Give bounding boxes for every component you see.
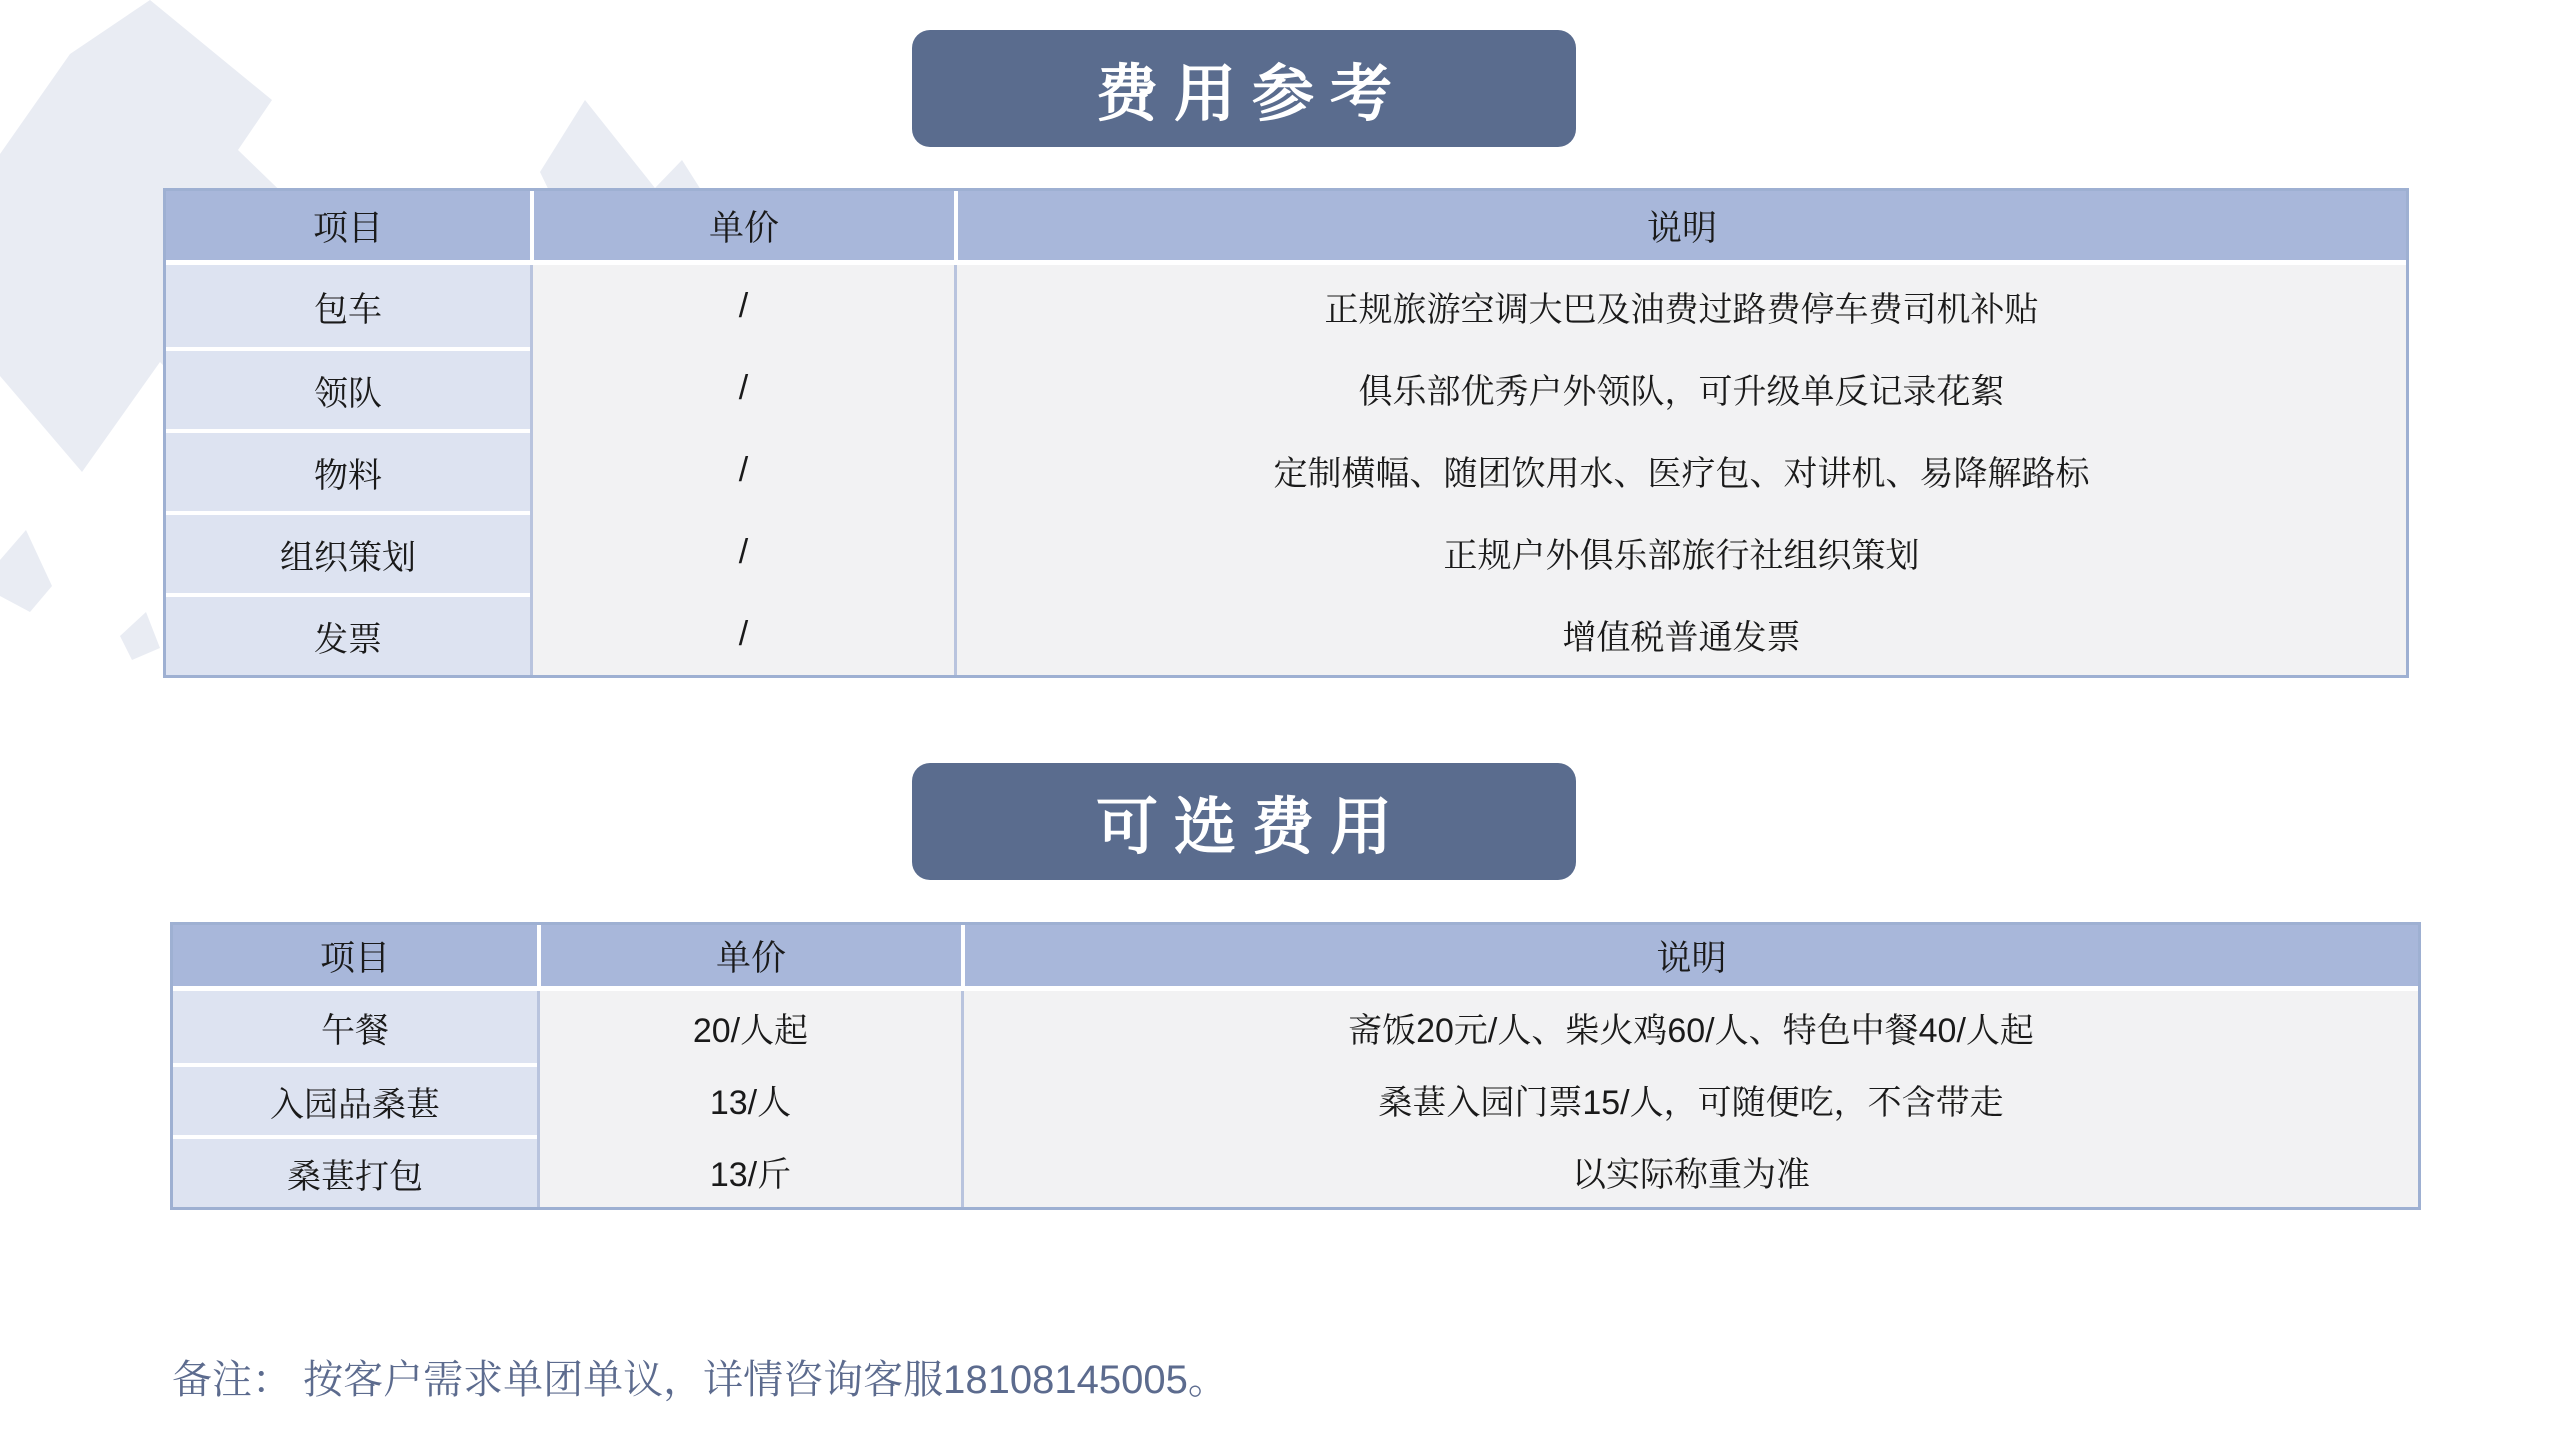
price-cell: / (530, 511, 954, 593)
optional-fees-table (170, 922, 2421, 1210)
table-row (166, 347, 2406, 429)
description-cell: 定制横幅、随团饮用水、医疗包、对讲机、易降解路标 (954, 429, 2406, 511)
table-row (166, 511, 2406, 593)
fee-reference-table (163, 188, 2409, 678)
column-header-item: 项目 (319, 938, 390, 978)
table-header-row (166, 191, 2406, 265)
price-cell: 20/人起 (537, 991, 961, 1063)
section-title-fee-reference (912, 30, 1576, 147)
table-row (166, 265, 2406, 347)
column-header-unit-price: 单价 (537, 925, 961, 986)
description-cell: 增值税普通发票 (954, 593, 2406, 675)
item-cell: 领队 (166, 347, 530, 429)
description-cell: 正规旅游空调大巴及油费过路费停车费司机补贴 (954, 265, 2406, 347)
table-header-row (173, 925, 2418, 991)
item-cell: 桑葚打包 (173, 1135, 537, 1207)
section-title-text: 费用参考 (1095, 60, 1408, 129)
column-header-unit-price: 单价 (530, 191, 954, 260)
column-header-item: 项目 (312, 208, 383, 248)
price-cell: 13/斤 (537, 1135, 961, 1207)
table-row (173, 1063, 2418, 1135)
description-cell: 以实际称重为准 (961, 1135, 2418, 1207)
price-cell: / (530, 347, 954, 429)
description-cell: 正规户外俱乐部旅行社组织策划 (954, 511, 2406, 593)
price-cell: / (530, 429, 954, 511)
table-row (166, 593, 2406, 675)
table-row (173, 1135, 2418, 1207)
item-cell: 发票 (166, 593, 530, 675)
column-header-description: 说明 (961, 925, 2418, 986)
item-cell: 午餐 (173, 991, 537, 1063)
section-title-text: 可选费用 (1095, 793, 1408, 862)
item-cell: 包车 (166, 265, 530, 347)
price-cell: / (530, 593, 954, 675)
remark-note: 备注： 按客户需求单团单议，详情咨询客服18108145005。 (172, 1358, 1228, 1402)
column-header-description: 说明 (954, 191, 2406, 260)
item-cell: 物料 (166, 429, 530, 511)
description-cell: 俱乐部优秀户外领队，可升级单反记录花絮 (954, 347, 2406, 429)
description-cell: 桑葚入园门票15/人，可随便吃，不含带走 (961, 1063, 2418, 1135)
item-cell: 入园品桑葚 (173, 1063, 537, 1135)
table-row (173, 991, 2418, 1063)
table-row (166, 429, 2406, 511)
description-cell: 斋饭20元/人、柴火鸡60/人、特色中餐40/人起 (961, 991, 2418, 1063)
item-cell: 组织策划 (166, 511, 530, 593)
section-title-optional-fees (912, 763, 1576, 880)
price-cell: 13/人 (537, 1063, 961, 1135)
price-cell: / (530, 265, 954, 347)
